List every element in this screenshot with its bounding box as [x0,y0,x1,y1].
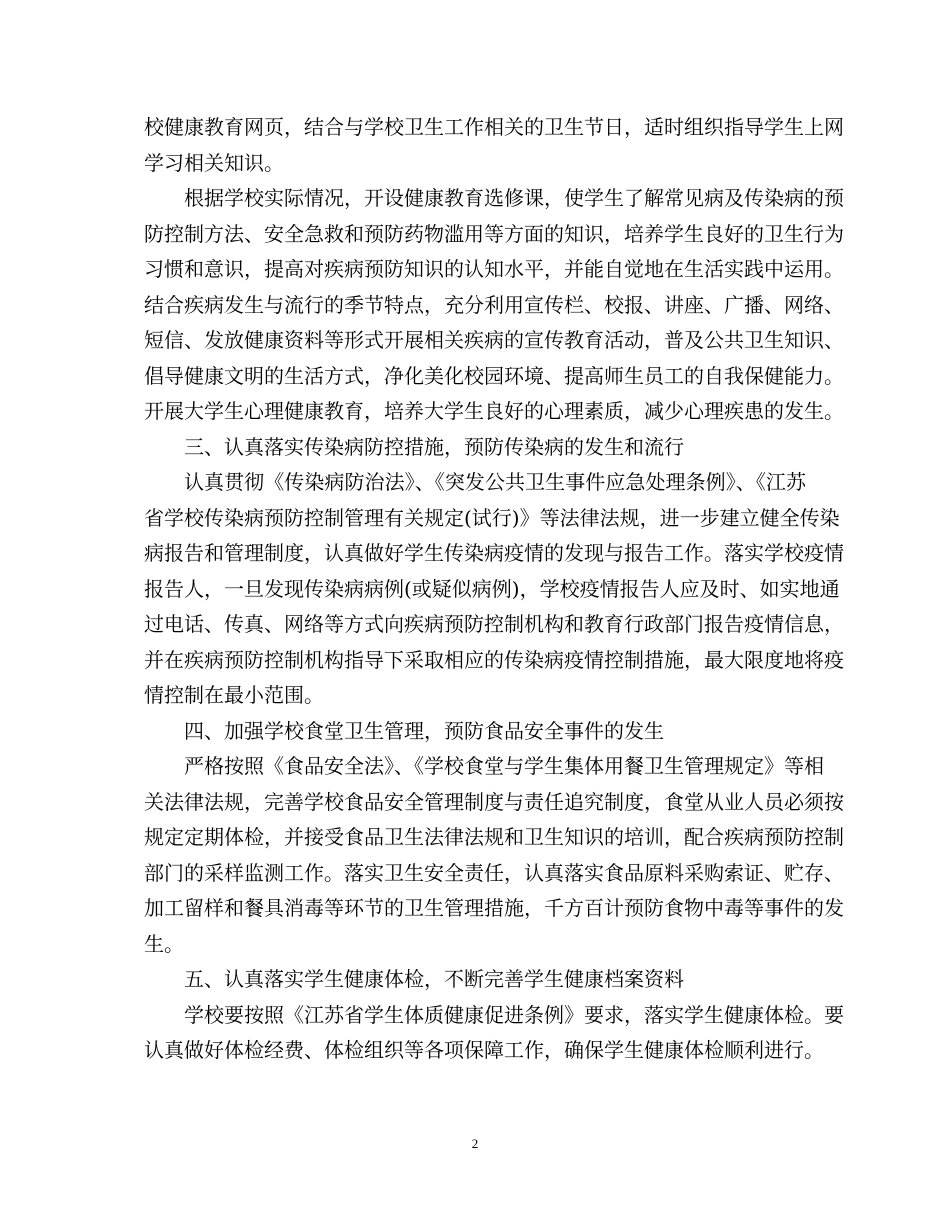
text-line: 倡导健康文明的生活方式，净化美化校园环境、提高师生员工的自我保健能力。 [144,363,844,388]
text-line: 防控制方法、安全急救和预防药物滥用等方面的知识，培养学生良好的卫生行为 [144,221,844,246]
text-line: 结合疾病发生与流行的季节特点，充分利用宣传栏、校报、讲座、广播、网络、 [144,292,844,317]
text-line: 短信、发放健康资料等形式开展相关疾病的宣传教育活动，普及公共卫生知识、 [144,328,844,352]
text-line: 规定定期体检，并接受食品卫生法律法规和卫生知识的培训，配合疾病预防控制 [144,825,844,849]
text-line: 病报告和管理制度，认真做好学生传染病疫情的发现与报告工作。落实学校疫情 [144,541,844,565]
text-line: 开展大学生心理健康教育，培养大学生良好的心理素质，减少心理疾患的发生。 [144,399,844,423]
text-line: 情控制在最小范围。 [144,683,324,707]
text-line: 部门的采样监测工作。落实卫生安全责任，认真落实食品原料采购索证、贮存、 [144,860,844,885]
text-line: 关法律法规，完善学校食品安全管理制度与责任追究制度，食堂从业人员必须按 [144,789,844,814]
text-line: 严格按照《食品安全法》、《学校食堂与学生集体用餐卫生管理规定》等相 [184,754,824,778]
text-line: 生。 [144,931,184,956]
text-line: 认真做好体检经费、体检组织等各项保障工作，确保学生健康体检顺利进行。 [144,1038,824,1062]
section-heading [144,962,806,998]
paragraph [144,749,844,962]
paragraph [144,181,844,430]
section-heading [144,430,806,466]
text-line: 校健康教育网页，结合与学校卫生工作相关的卫生节日，适时组织指导学生上网 [144,115,844,139]
text-line: 学校要按照《江苏省学生体质健康促进条例》要求，落实学生健康体检。要 [184,1002,844,1027]
text-line: 并在疾病预防控制机构指导下采取相应的传染病疫情控制措施，最大限度地将疫 [144,647,844,672]
text-line: 认真贯彻《传染病防治法》、《突发公共卫生事件应急处理条例》、《江苏 [184,470,806,494]
text-line: 过电话、传真、网络等方式向疾病预防控制机构和教育行政部门报告疫情信息， [144,612,844,636]
text-line: 学习相关知识。 [144,150,284,175]
section-heading [144,714,806,750]
heading-text: 三、认真落实传染病防控措施，预防传染病的发生和流行 [184,434,684,459]
paragraph [144,465,844,714]
heading-text: 五、认真落实学生健康体检，不断完善学生健康档案资料 [184,967,684,991]
page-number: 2 [471,1136,479,1151]
text-line: 报告人，一旦发现传染病病例(或疑似病例)，学校疫情报告人应及时、如实地通 [144,576,840,601]
paragraph [144,110,844,181]
heading-text: 四、加强学校食堂卫生管理，预防食品安全事件的发生 [184,718,664,743]
text-line: 根据学校实际情况，开设健康教育选修课，使学生了解常见病及传染病的预 [184,186,844,210]
text-line: 习惯和意识，提高对疾病预防知识的认知水平，并能自觉地在生活实践中运用。 [144,257,844,281]
paragraph [144,998,844,1069]
text-line: 省学校传染病预防控制管理有关规定(试行)》等法律法规，进一步建立健全传染 [144,505,840,530]
text-line: 加工留样和餐具消毒等环节的卫生管理措施，千方百计预防食物中毒等事件的发 [144,896,844,920]
document-body [144,110,844,1069]
